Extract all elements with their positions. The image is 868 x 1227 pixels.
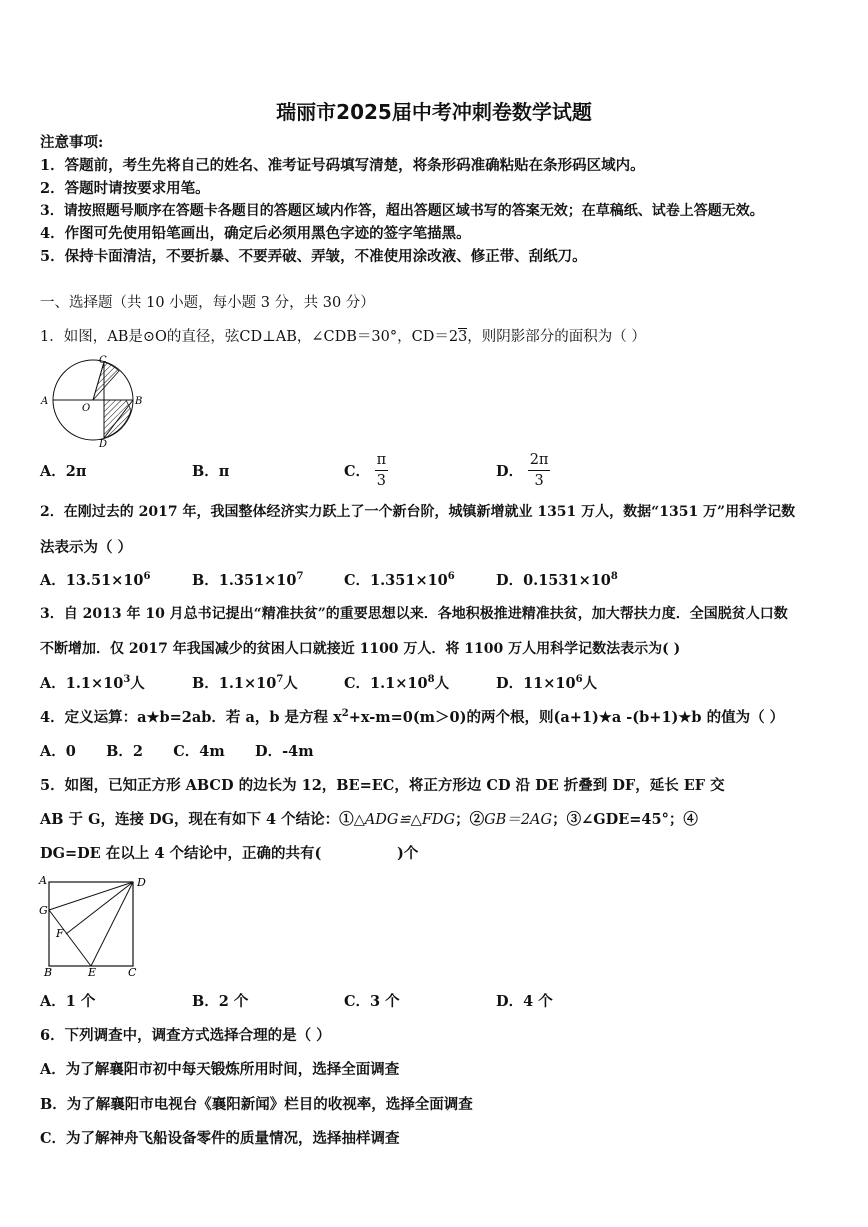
label-a: A [41, 396, 49, 407]
segment-de [91, 882, 133, 966]
q6-option-a[interactable]: A．为了解襄阳市初中每天锻炼所用时间，选择全面调查 [40, 1061, 400, 1078]
label-o: O [82, 403, 91, 414]
notice-item-1: 1．答题前，考生先将自己的姓名、准考证号码填写清楚，将条形码准确粘贴在条形码区域内。 [40, 157, 645, 174]
label-f: F [56, 927, 64, 940]
label-d: D [137, 876, 146, 889]
question-5-line-2: AB 于 G，连接 DG，现在有如下 4 个结论：①△ADG≌△FDG；②GB＝2AG；③∠GDE=45°；④ [40, 811, 698, 828]
label-b: B [135, 396, 143, 407]
q4-options[interactable]: A．0 B．2 C．4m D．-4m [40, 743, 314, 760]
question-6-stem: 6．下列调查中，调查方式选择合理的是（ ） [40, 1027, 331, 1044]
circle-figure [36, 355, 146, 447]
question-5-line-1: 5．如图，已知正方形 ABCD 的边长为 12，BE=EC，将正方形边 CD 沿 DE 折叠到 DF，延长 EF 交 [40, 777, 725, 794]
q2-option-c[interactable]: C．$1.351\times 10^6$ [344, 571, 455, 589]
label-c: C [128, 966, 137, 978]
q6-option-c[interactable]: C．为了解神舟飞船设备零件的质量情况，选择抽样调查 [40, 1130, 400, 1147]
label-d: D [99, 439, 108, 447]
square-abcd [49, 882, 133, 966]
q1-option-d[interactable]: D． $\frac{2\pi}{3}$ [496, 452, 549, 489]
notice-heading: 注意事项: [40, 134, 104, 151]
square-figure [36, 872, 152, 978]
question-3-line-2: 不断增加．仅 2017 年我国减少的贫困人口就接近 1100 万人．将 1100 万人用科学记数法表示为( ) [40, 641, 681, 657]
fraction: $\frac{2\pi}{3}$ [529, 452, 549, 489]
label-g: G [39, 904, 48, 917]
q1-option-b[interactable]: B．π [192, 463, 230, 480]
q5-option-d[interactable]: D．4 个 [496, 993, 553, 1010]
sqrt-radicand: 3 [458, 329, 468, 345]
q1-option-c[interactable]: C． $\frac{\pi}{3}$ [344, 452, 387, 489]
label-c: C [99, 355, 107, 366]
q3-option-c[interactable]: C．$1.1\times 10^8$人 [344, 674, 450, 692]
segment-gd [49, 882, 133, 910]
q5-option-b[interactable]: B．2 个 [192, 993, 249, 1010]
fraction: $\frac{\pi}{3}$ [376, 452, 387, 489]
label-e: E [88, 966, 97, 978]
q3-option-d[interactable]: D．$11\times 10^6$人 [496, 674, 598, 692]
label-a: A [39, 874, 47, 887]
notice-item-3: 3．请按照题号顺序在答题卡各题目的答题区域内作答，超出答题区域书写的答案无效；在草稿纸、试卷上答题无效。 [40, 203, 764, 219]
q6-option-b[interactable]: B．为了解襄阳市电视台《襄阳新闻》栏目的收视率，选择全面调查 [40, 1096, 473, 1113]
q1-option-a[interactable]: A．2π [40, 463, 87, 480]
page-title: 瑞丽市2025届中考冲刺卷数学试题 [276, 100, 592, 124]
q5-option-a[interactable]: A．1 个 [40, 993, 96, 1010]
question-2-line-1: 2．在刚过去的 2017 年，我国整体经济实力跃上了一个新台阶，城镇新增就业 1351 万人，数据“1351 万”用科学记数 [40, 504, 796, 520]
notice-item-5: 5．保持卡面清洁，不要折暴、不要弄破、弄皱，不准使用涂改液、修正带、刮纸刀。 [40, 248, 587, 265]
shade-top [93, 362, 119, 400]
q3-option-a[interactable]: A．$1.1\times 10^3$人 [40, 674, 145, 692]
section-heading: 一、选择题（共 10 小题，每小题 3 分，共 30 分） [40, 295, 375, 311]
segment-df [66, 882, 133, 934]
q2-option-b[interactable]: B．$1.351\times 10^7$ [192, 571, 304, 589]
notice-item-2: 2．答题时请按要求用笔。 [40, 180, 210, 197]
question-2-line-2: 法表示为（ ） [40, 539, 133, 556]
notice-item-4: 4．作图可先使用铅笔画出，确定后必须用黑色字迹的签字笔描黑。 [40, 225, 471, 242]
question-4-stem: 4．定义运算：a★b=2ab．若 a，b 是方程 $x^2+x-m=0(m>0)$的两个根，则(a+1)★a -(b+1)★b 的值为（ ） [40, 708, 785, 726]
question-5-line-3: DG=DE 在以上 4 个结论中，正确的共有( )个 [40, 845, 419, 862]
q5-option-c[interactable]: C．3 个 [344, 993, 400, 1010]
q2-option-d[interactable]: D．$0.1531\times 10^8$ [496, 571, 618, 589]
question-1-stem: 1．如图，AB是⊙O的直径，弦CD⊥AB，∠CDB＝30°，CD＝23，则阴影部分的面积为（ ） [40, 329, 646, 345]
question-3-line-1: 3．自 2013 年 10 月总书记提出“精准扶贫”的重要思想以来．各地积极推进精准扶贫，加大帮扶力度．全国脱贫人口数 [40, 606, 788, 622]
label-b: B [44, 966, 53, 978]
q3-option-b[interactable]: B．$1.1\times 10^7$人 [192, 674, 298, 692]
q2-option-a[interactable]: A．$13.51\times 10^6$ [40, 571, 151, 589]
